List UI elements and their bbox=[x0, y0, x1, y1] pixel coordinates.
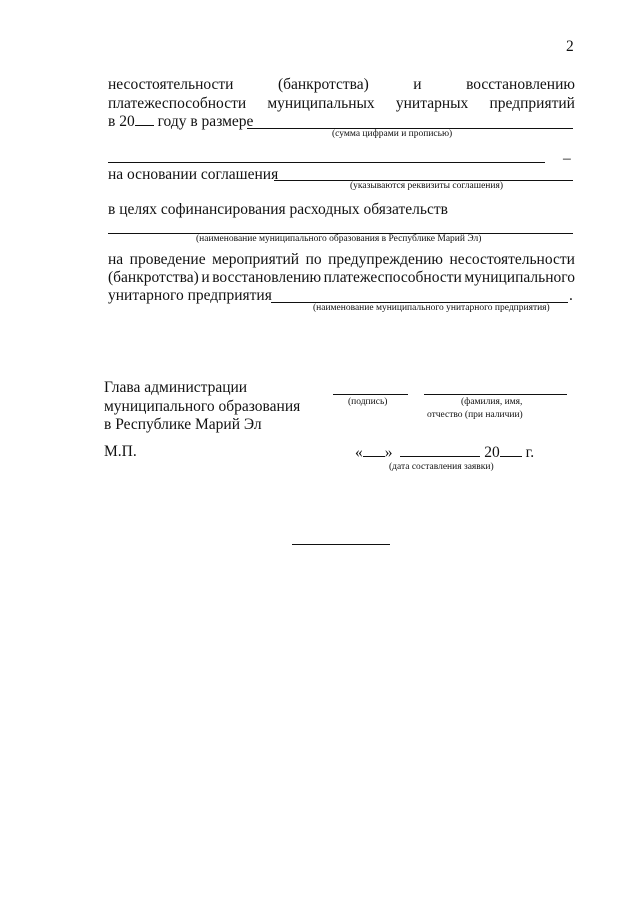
date-line bbox=[355, 444, 534, 462]
word: несостоятельности bbox=[449, 251, 575, 268]
head-title-line3: в Республике Марий Эл bbox=[104, 416, 262, 433]
para2-line2 bbox=[108, 269, 575, 287]
name-caption-line2: отчество (при наличии) bbox=[427, 410, 523, 420]
stamp-mark: М.П. bbox=[104, 443, 137, 460]
word: проведение bbox=[129, 251, 206, 268]
para1-line2 bbox=[108, 95, 575, 113]
head-title-line1: Глава администрации bbox=[104, 379, 248, 396]
word: платежеспособности bbox=[323, 269, 462, 286]
agreement-label: на основании соглашения bbox=[108, 166, 279, 183]
name-blank-line[interactable] bbox=[424, 394, 567, 395]
date-caption: (дата составления заявки) bbox=[389, 462, 494, 472]
word: (банкротства) bbox=[108, 269, 199, 286]
signature-caption: (подпись) bbox=[348, 397, 388, 407]
word: по bbox=[305, 251, 322, 268]
para2-line1 bbox=[108, 251, 575, 269]
municipality-caption: (наименование муниципального образования в Республике Марий Эл) bbox=[196, 234, 482, 244]
agreement-caption: (указываются реквизиты соглашения) bbox=[350, 181, 503, 191]
end-separator-line bbox=[292, 544, 390, 545]
word: восстановлению bbox=[212, 269, 322, 286]
signature-blank-line[interactable] bbox=[333, 394, 408, 395]
word: муниципального bbox=[464, 269, 575, 286]
month-blank[interactable] bbox=[400, 456, 480, 457]
page-number: 2 bbox=[566, 38, 574, 55]
dash: – bbox=[563, 150, 571, 167]
para1-line1 bbox=[108, 76, 575, 94]
year-blank[interactable] bbox=[500, 456, 522, 457]
year-prefix: 20 bbox=[484, 444, 500, 461]
word: предприятий bbox=[489, 95, 575, 112]
word: платежеспособности bbox=[108, 95, 247, 112]
cofinancing-text: в целях софинансирования расходных обязательств bbox=[108, 201, 448, 218]
quote-open: « bbox=[355, 444, 363, 461]
amount-continuation-line[interactable] bbox=[108, 162, 545, 163]
quote-close: » bbox=[384, 444, 393, 461]
year-prefix: в 20 bbox=[108, 113, 135, 130]
year-suffix: г. bbox=[525, 444, 535, 461]
word: мероприятий bbox=[212, 251, 300, 268]
head-title-line2: муниципального образования bbox=[104, 398, 301, 415]
word: на bbox=[108, 251, 124, 268]
amount-caption: (сумма цифрами и прописью) bbox=[332, 129, 453, 139]
word: предупреждению bbox=[328, 251, 444, 268]
name-caption-line1: (фамилия, имя, bbox=[461, 397, 523, 407]
word: и bbox=[413, 76, 422, 93]
enterprise-label: унитарного предприятия bbox=[108, 287, 272, 304]
word: муниципальных bbox=[267, 95, 375, 112]
word: и bbox=[201, 269, 210, 286]
word: (банкротства) bbox=[277, 76, 369, 93]
amount-label: году в размере bbox=[157, 113, 254, 130]
word: унитарных bbox=[395, 95, 469, 112]
para1-line3 bbox=[108, 113, 253, 131]
word: восстановлению bbox=[466, 76, 575, 93]
day-blank[interactable] bbox=[363, 456, 385, 457]
word: несостоятельности bbox=[108, 76, 234, 93]
enterprise-caption: (наименование муниципального унитарного предприятия) bbox=[313, 303, 550, 313]
period: . bbox=[569, 287, 573, 304]
year-blank[interactable] bbox=[135, 125, 154, 126]
